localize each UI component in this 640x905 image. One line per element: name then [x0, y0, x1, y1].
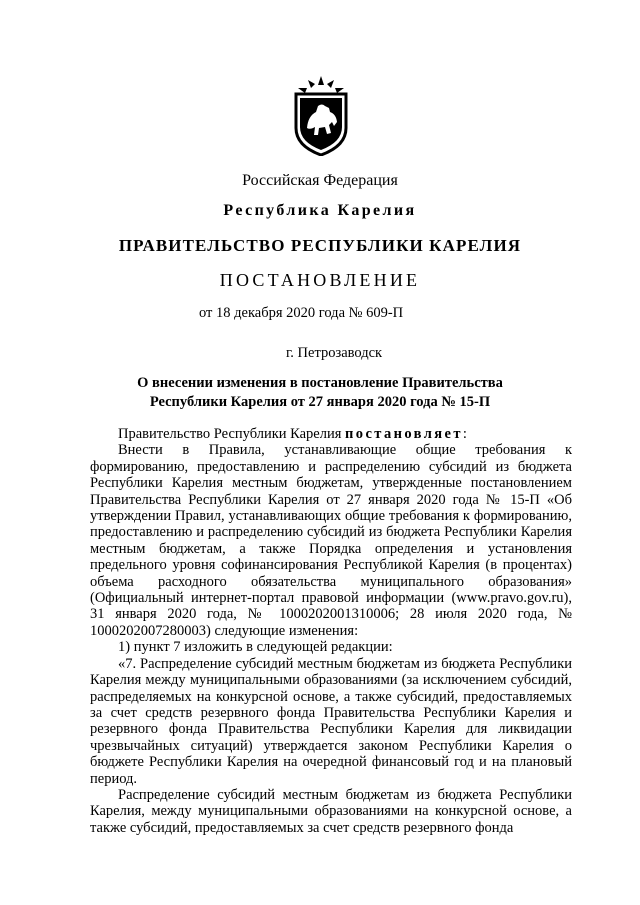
body-paragraph-3: «7. Распределение субсидий местным бюджетам из бюджета Республики Карелия между муниципальными образованиями (за исключением субсидий, распределяемых на конкурсной основе, а также субсидий, предоставляемых за счет средств резервного фонда Правительства Республики Карелия и резервного фонда Правительства Республики Карелия для ликвидации чрезвычайных ситуаций) утверждается законом Республики Карелия о бюджете Республики Карелия на очередной финансовый год и на плановый период. — [90, 655, 572, 787]
country-name: Российская Федерация — [242, 172, 398, 189]
intro-suffix: : — [462, 426, 467, 442]
republic-name: Республика Карелия — [223, 202, 417, 219]
body-paragraph-4: Распределение субсидий местным бюджетам из бюджета Республики Карелия, между муниципальными образованиями на конкурсной основе, а также субсидий, предоставляемых за счет средств резервного фонда — [90, 786, 572, 836]
body-paragraph-2: 1) пункт 7 изложить в следующей редакции: — [118, 639, 393, 656]
document-date: от 18 декабря 2020 года № 609-П — [199, 305, 404, 321]
government-name: ПРАВИТЕЛЬСТВО РЕСПУБЛИКИ КАРЕЛИЯ — [118, 236, 522, 255]
title-line-1: О внесении изменения в постановление Правительства — [137, 375, 503, 391]
document-title — [0, 374, 640, 412]
title-line-2: Республики Карелия от 27 января 2020 года № 15-П — [149, 394, 491, 410]
resolves-word: постановляет — [345, 426, 463, 442]
document-type: ПОСТАНОВЛЕНИЕ — [219, 270, 421, 290]
document-body — [90, 426, 572, 836]
karelia-coat-of-arms-icon — [292, 76, 350, 156]
intro-paragraph — [90, 426, 572, 442]
intro-prefix: Правительство Республики Карелия — [118, 426, 346, 442]
body-paragraph-1: Внести в Правила, устанавливающие общие требования к формированию, предоставлению и распределению субсидий из бюджета Республики Карелия местным бюджетам, утвержденные постановлением Правительства Республики Карелия от 27 января 2020 года № 15-П «Об утверждении Правил, устанавливающих общие требования к формированию, предоставлению и распределению субсидий из бюджета Республики Карелия местным бюджетам, а также Порядка определения и установления предельного уровня софинансирования Республикой Карелия (в процентах) объема расходного обязательства муниципального образования» (Официальный интернет-портал правовой информации (www.pravo.gov.ru), 31 января 2020 года, № 1000202001310006; 28 июля 2020 года, № 1000202007280003) следующие изменения: — [90, 442, 572, 639]
city-name: г. Петрозаводск — [286, 345, 383, 361]
